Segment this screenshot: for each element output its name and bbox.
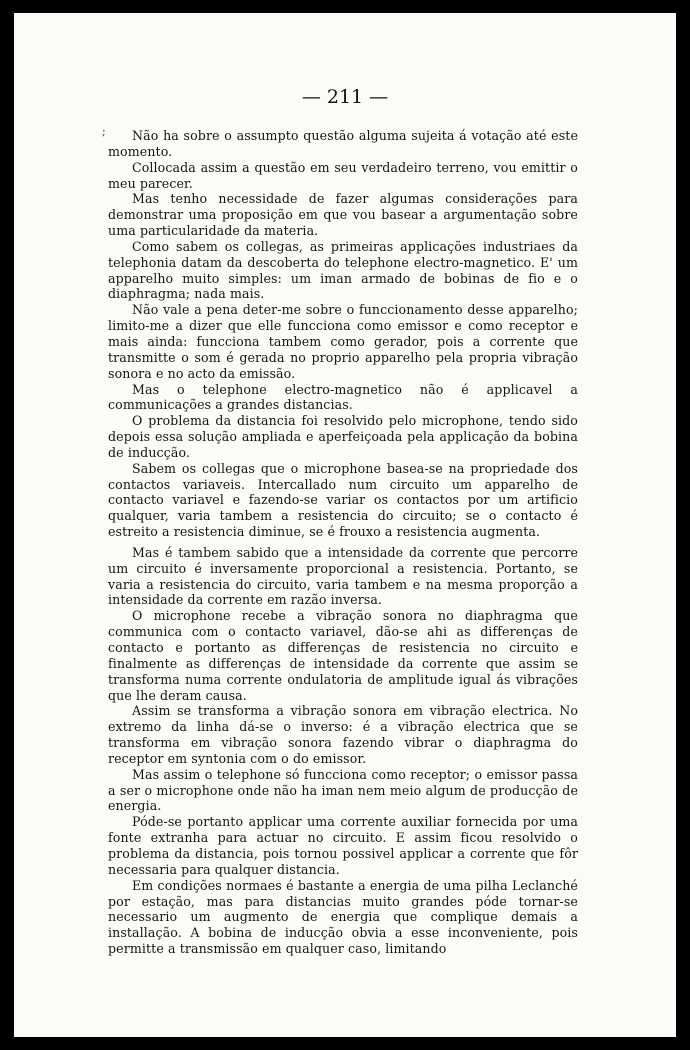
paragraph: Mas é tambem sabido que a intensidade da corrente que percorre um circuito é inversamente proporcional a resistencia. Portanto, se varia a resistencia do circuito, varia tambem e na mesma proporção a intensidade da corrente em razão inversa.: [108, 544, 578, 608]
paragraph: Não ha sobre o assumpto questão alguma sujeita á votação até este momento.: [108, 128, 578, 159]
paragraph: Póde-se portanto applicar uma corrente auxiliar fornecida por uma fonte extranha para actuar no circuito. E assim ficou resolvido o problema da distancia, pois tornou possivel applicar a corrente que fôr necessaria para qualquer distancia.: [108, 814, 578, 877]
paragraph: O microphone recebe a vibração sonora no diaphragma que communica com o contacto variavel, dão-se ahi as differenças de contacto e portanto as differenças de resistencia no circuito e finalmente as differenças de intensidade da corrente que assim se transforma numa corrente ondulatoria de amplitude igual ás vibrações que lhe deram causa.: [108, 608, 578, 703]
page-number: — 211 —: [301, 86, 389, 108]
paragraph: O problema da distancia foi resolvido pelo microphone, tendo sido depois essa solução ampliada e aperfeiçoada pela applicação da bobina de inducção.: [108, 413, 578, 460]
paragraph: Mas o telephone electro-magnetico não é applicavel a communicações a grandes distancias.: [108, 381, 578, 413]
body-text: [108, 128, 578, 957]
paragraph: Sabem os collegas que o microphone basea-se na propriedade dos contactos variaveis. Intercallado num circuito um apparelho de contacto variavel e fazendo-se variar os contactos por um artificio qualquer, varia tambem a resistencia do circuito; se o contacto é estreito a resistencia diminue, se é frouxo a resistencia augmenta.: [108, 460, 578, 540]
paragraph: Como sabem os collegas, as primeiras applicações industriaes da telephonia datam da descoberta do telephone electro-magnetico. E' um apparelho muito simples: um iman armado de bobinas de fio e o diaphragma; nada mais.: [108, 238, 578, 302]
paragraph: Mas assim o telephone só funcciona como receptor; o emissor passa a ser o microphone onde não ha iman nem meio algum de producção de energia.: [108, 766, 578, 814]
paragraph: Collocada assim a questão em seu verdadeiro terreno, vou emittir o meu parecer.: [108, 159, 578, 191]
document-page: [14, 13, 676, 1037]
paragraph: Assim se transforma a vibração sonora em vibração electrica. No extremo da linha dá-se o inverso: é a vibração electrica que se transforma em vibração sonora fazendo vibrar o diaphragma do receptor em syntonia com o do emissor.: [108, 703, 578, 766]
paragraph: Em condições normaes é bastante a energia de uma pilha Leclanché por estação, mas para distancias muito grandes póde tornar-se necessario um augmento de energia que complique demais a installação. A bobina de inducção obvia a esse inconveniente, pois permitte a transmissão em qualquer caso, limitando: [108, 877, 578, 957]
margin-mark: ;: [102, 125, 106, 138]
paragraph: Mas tenho necessidade de fazer algumas considerações para demonstrar uma proposição em que vou basear a argumentação sobre uma particularidade da materia.: [108, 191, 578, 239]
paragraph: Não vale a pena deter-me sobre o funccionamento desse apparelho; limito-me a dizer que elle funcciona como emissor e como receptor e mais ainda: funcciona tambem como gerador, pois a corrente que transmitte o som é gerada no proprio apparelho pela propria vibração sonora e no acto da emissão.: [108, 302, 578, 381]
